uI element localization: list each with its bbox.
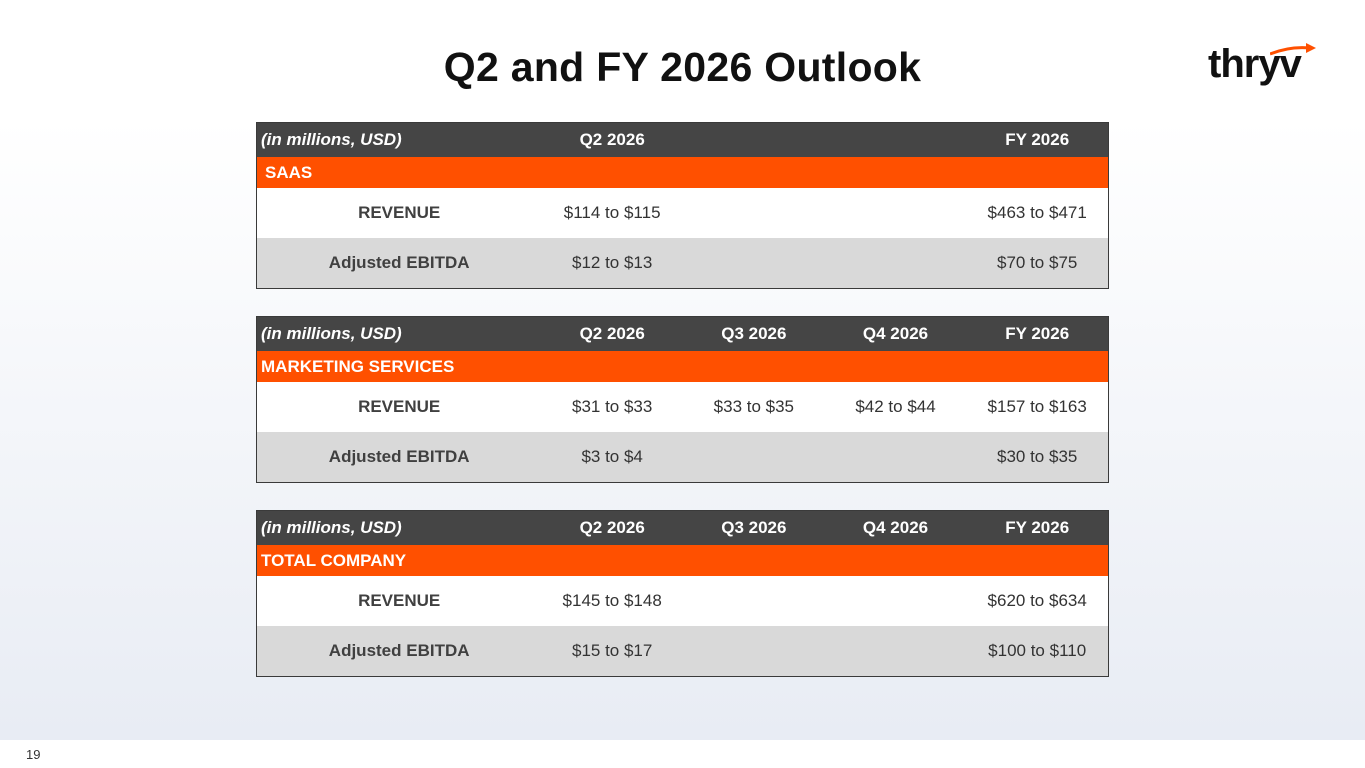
page-title: Q2 and FY 2026 Outlook [443, 44, 922, 90]
q3-header: Q3 2026 [721, 518, 787, 537]
q4-value [825, 626, 967, 676]
footer-bar [0, 740, 1365, 768]
q4-value [825, 576, 967, 626]
section-title: MARKETING SERVICES [257, 351, 1108, 382]
row-label: REVENUE [358, 591, 441, 610]
q2-value: $3 to $4 [581, 447, 643, 466]
fy-header: FY 2026 [1005, 518, 1070, 537]
fy-value: $100 to $110 [988, 641, 1087, 660]
q2-value: $31 to $33 [571, 397, 653, 416]
row-label: REVENUE [358, 203, 441, 222]
table-header-row [257, 511, 1108, 545]
logo-text: thryv [1208, 42, 1301, 86]
fy-header: FY 2026 [1005, 324, 1070, 343]
q3-header: Q3 2026 [721, 324, 787, 343]
q3-value [683, 238, 825, 288]
q2-header: Q2 2026 [579, 130, 645, 149]
q3-value [683, 576, 825, 626]
q2-value: $12 to $13 [571, 253, 653, 272]
q2-value: $145 to $148 [562, 591, 662, 610]
q3-header [683, 123, 825, 157]
row-label: Adjusted EBITDA [328, 447, 470, 466]
units-header: (in millions, USD) [261, 324, 402, 343]
table-row [257, 238, 1108, 288]
total-company-outlook-table [256, 510, 1109, 677]
fy-header: FY 2026 [1005, 130, 1070, 149]
arrow-icon [1270, 42, 1318, 58]
q2-header: Q2 2026 [579, 324, 645, 343]
saas-outlook-table [256, 122, 1109, 289]
q4-value [825, 238, 967, 288]
row-label: Adjusted EBITDA [328, 253, 470, 272]
q3-value [683, 432, 825, 482]
table-row [257, 432, 1108, 482]
q3-value [683, 626, 825, 676]
fy-value: $70 to $75 [997, 253, 1078, 272]
units-header: (in millions, USD) [261, 130, 402, 149]
section-title: SAAS [257, 157, 1108, 188]
q2-value: $15 to $17 [571, 641, 653, 660]
q4-header [825, 123, 967, 157]
table-row [257, 382, 1108, 432]
q4-value: $42 to $44 [855, 397, 936, 416]
marketing-services-outlook-table [256, 316, 1109, 483]
page-number: 19 [26, 747, 41, 762]
units-header: (in millions, USD) [261, 518, 402, 537]
table-header-row [257, 123, 1108, 157]
fy-value: $30 to $35 [997, 447, 1078, 466]
q2-header: Q2 2026 [579, 518, 645, 537]
row-label: Adjusted EBITDA [328, 641, 470, 660]
table-row [257, 576, 1108, 626]
table-row [257, 626, 1108, 676]
fy-value: $157 to $163 [987, 397, 1087, 416]
table-row [257, 188, 1108, 238]
row-label: REVENUE [358, 397, 441, 416]
q2-value: $114 to $115 [563, 203, 661, 222]
q4-value [825, 188, 967, 238]
fy-value: $463 to $471 [987, 203, 1087, 222]
q4-value [825, 432, 967, 482]
thryv-logo [1208, 42, 1318, 86]
q3-value: $33 to $35 [713, 397, 795, 416]
q4-header: Q4 2026 [862, 324, 929, 343]
section-title: TOTAL COMPANY [257, 545, 1108, 576]
table-header-row [257, 317, 1108, 351]
q3-value [683, 188, 825, 238]
fy-value: $620 to $634 [987, 591, 1087, 610]
q4-header: Q4 2026 [862, 518, 929, 537]
